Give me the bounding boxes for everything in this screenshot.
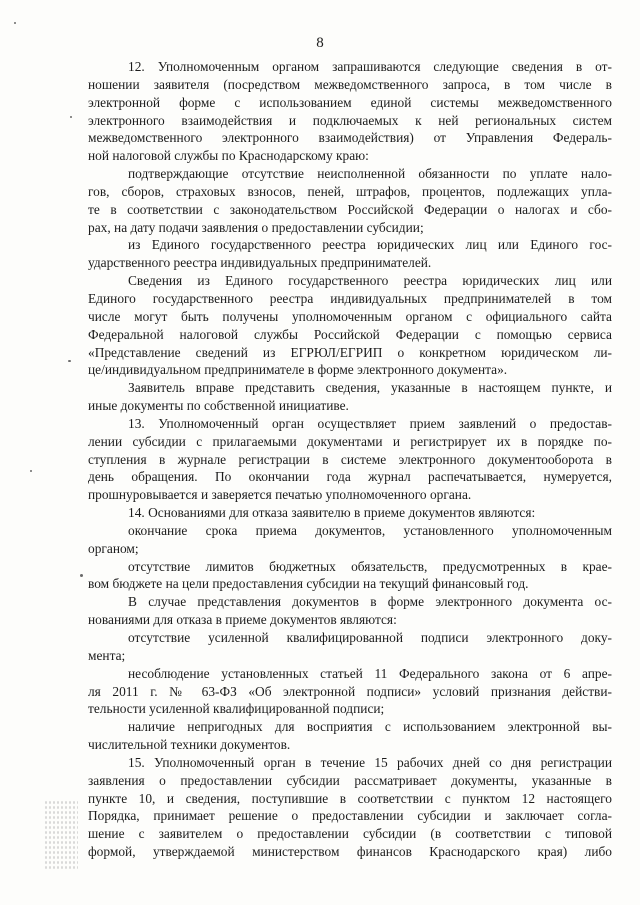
text-line: иные документы по собственной инициативе. — [88, 398, 349, 414]
text-line: ной налоговой службы по Краснодарскому краю: — [88, 148, 369, 164]
text-line: числе могут быть получены уполномоченным органом с официального сайта — [88, 308, 612, 324]
text-line: подтверждающие отсутствие неисполненной обязанности по уплате нало- — [128, 166, 612, 182]
text-line: электронной форме с использованием единой системы межведомственного — [88, 94, 612, 110]
text-line: гов, сборов, страховых взносов, пеней, штрафов, процентов, подлежащих упла- — [88, 183, 612, 199]
text-line: из Единого государственного реестра юридических лиц или Единого гос- — [128, 237, 612, 253]
text-line: ношении заявителя (посредством межведомственного запроса, в том числе в — [88, 76, 612, 92]
text-line: Сведения из Единого государственного реестра юридических лиц или — [128, 273, 612, 289]
document-body — [88, 58, 612, 861]
text-line: це/индивидуальном предпринимателе в форме электронного документа». — [88, 362, 508, 378]
text-line: В случае представления документов в форме электронного документа ос- — [128, 594, 612, 610]
text-line: тельности усиленной квалифицированной подписи; — [88, 701, 385, 717]
text-line: несоблюдение установленных статьей 11 Федерального закона от 6 апре- — [128, 665, 612, 681]
text-line: Федеральной налоговой службы Российской Федерации с помощью сервиса — [88, 326, 612, 342]
text-line: нованиями для отказа в приеме документов являются: — [88, 612, 397, 628]
text-line: ударственного реестра индивидуальных предпринимателей. — [88, 255, 432, 271]
text-line: органом; — [88, 540, 139, 556]
text-line: Заявитель вправе представить сведения, указанные в настоящем пункте, и — [128, 380, 612, 396]
text-line: электронного взаимодействия и подключаемых к ней региональных систем — [88, 112, 612, 128]
text-line: отсутствие усиленной квалифицированной подписи электронного доку- — [128, 630, 612, 645]
text-line: окончание срока приема документов, установленного уполномоченным — [128, 522, 612, 538]
text-line: 13. Уполномоченный орган осуществляет прием заявлений о предостав- — [128, 415, 612, 431]
scan-speck — [68, 360, 71, 362]
page-number: 8 — [316, 35, 324, 51]
scan-speck — [70, 116, 72, 118]
text-line: день обращения. По окончании года журнал распечатывается, нумеруется, — [88, 469, 612, 485]
text-line: пункте 10, и сведения, поступившие в соответствии с пунктом 12 настоящего — [88, 790, 612, 806]
text-line: ступления в журнале регистрации в системе электронного документооборота в — [88, 451, 612, 467]
text-line: заявления о предоставлении субсидии рассматривает документы, указанные в — [88, 772, 612, 788]
text-line: межведомственного электронного взаимодействия) от Управления Федераль- — [88, 130, 612, 146]
text-line: 14. Основаниями для отказа заявителю в приеме документов являются: — [128, 505, 536, 521]
scan-speck — [80, 574, 83, 577]
text-line: 12. Уполномоченным органом запрашиваются следующие сведения в от- — [128, 59, 612, 74]
text-line: 15. Уполномоченный орган в течение 15 рабочих дней со дня регистрации — [128, 754, 612, 770]
text-line: лении субсидии с прилагаемыми документами и регистрирует их в порядке по- — [88, 433, 612, 449]
text-line: вом бюджете на цели предоставления субсидии на текущий финансовый год. — [88, 576, 529, 592]
text-line: шение с заявителем о предоставлении субсидии (в соответствии с типовой — [88, 826, 612, 842]
scan-speck — [14, 22, 16, 24]
text-line: числительной техники документов. — [88, 737, 291, 753]
text-line: те в соответствии с законодательством Российской Федерации о налогах и сбо- — [88, 201, 612, 217]
text-line: отсутствие лимитов бюджетных обязательств, предусмотренных в крае- — [128, 558, 612, 574]
text-line: «Представление сведений из ЕГРЮЛ/ЕГРИП о конкретном юридическом ли- — [88, 344, 612, 360]
text-line: Единого государственного реестра индивидуальных предпринимателей в том — [88, 290, 612, 306]
text-line: мента; — [88, 647, 126, 663]
text-line: наличие непригодных для восприятия с использованием электронной вы- — [128, 719, 612, 735]
scan-speck — [30, 470, 32, 472]
faint-stamp-mark — [44, 800, 78, 870]
text-line: ля 2011 г. № 63-ФЗ «Об электронной подписи» условий признания действи- — [88, 683, 612, 699]
text-line: рах, на дату подачи заявления о предоставлении субсидии; — [88, 219, 424, 235]
text-line: Порядка, принимает решение о предоставлении субсидии и заключает согла- — [88, 808, 612, 824]
text-line: прошнуровывается и заверяется печатью уполномоченного органа. — [88, 487, 472, 503]
text-line: формой, утверждаемой министерством финансов Краснодарского края) либо — [88, 844, 612, 860]
